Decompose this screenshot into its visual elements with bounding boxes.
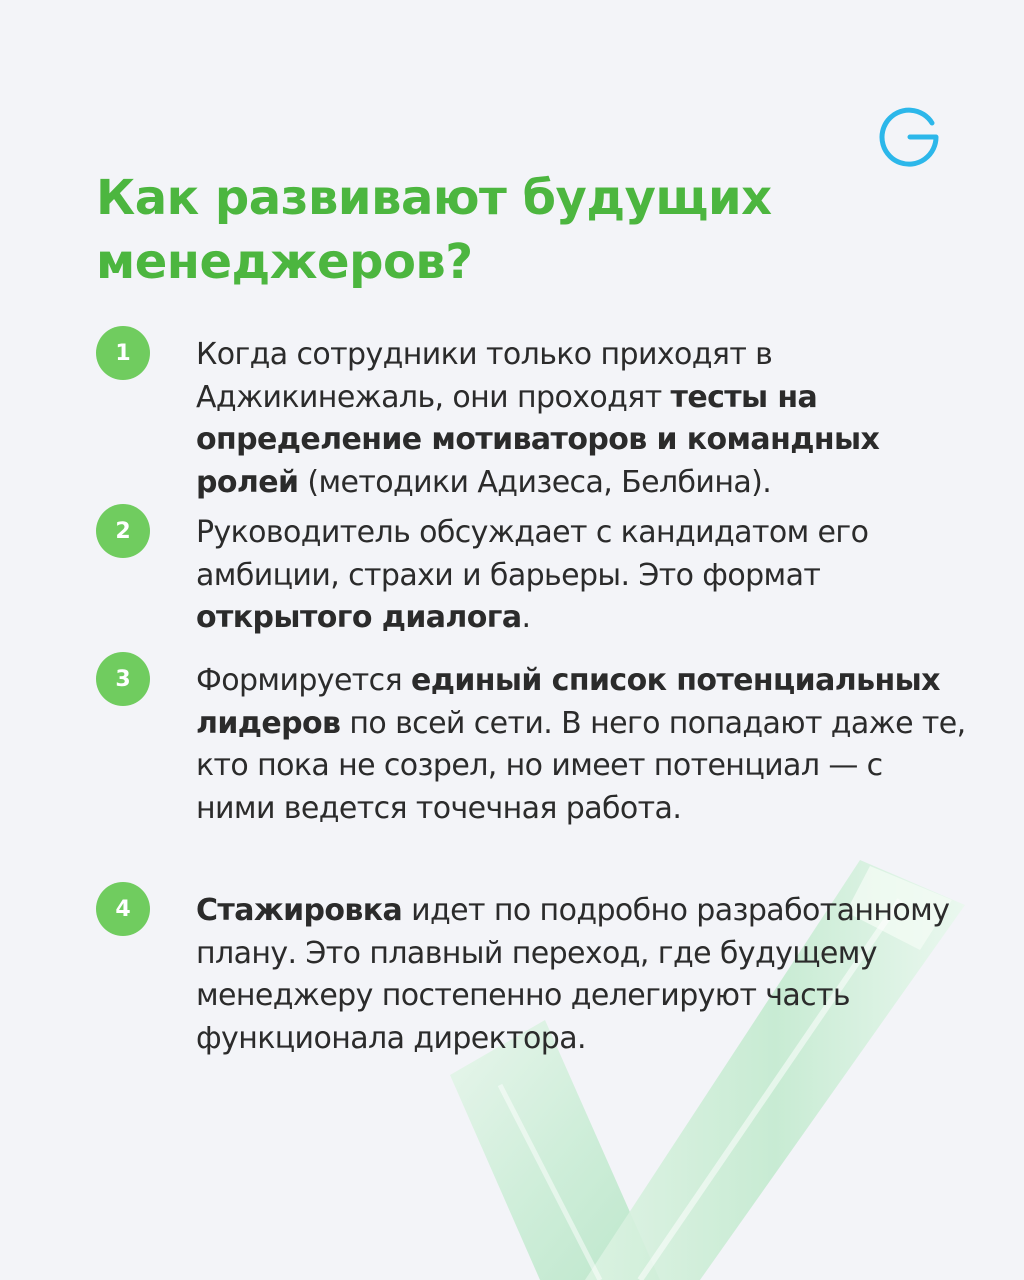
text-run-bold: единый список потенциальных лидеров [196,663,940,741]
text-run: Руководитель обсуждает с кандидатом его амбиции, страхи и барьеры. Это формат [196,515,869,593]
step-number-badge: 1 [96,326,150,380]
step-number-badge: 3 [96,652,150,706]
step-number-badge: 2 [96,504,150,558]
page-title: Как развивают будущих менеджеров? [96,170,772,290]
text-run-bold: Стажировка [196,893,403,928]
item-text [196,890,966,1060]
text-run-bold: открытого диалога [196,600,522,635]
text-run-bold: тесты на определение мотиваторов и командных ролей [196,379,880,500]
item-text [196,660,966,830]
g-letter-logo-icon [876,104,942,170]
text-run: Формируется [196,663,411,698]
item-text [196,512,966,640]
text-run: идет по подробно разработанному плану. Это плавный переход, где будущему менеджеру постепенно делегируют часть функционала директора. [196,893,950,1056]
step-number-badge: 4 [96,882,150,936]
text-run: (методики Адизеса, Белбина). [298,464,772,500]
text-run: по всей сети. В него попадают даже те, кто пока не созрел, но имеет потенциал — с ними ведется точечная работа. [196,705,966,826]
item-text [196,334,966,504]
text-run: Когда сотрудники только приходят в Аджикинежаль, они проходят [196,337,773,415]
text-run: . [521,600,531,635]
